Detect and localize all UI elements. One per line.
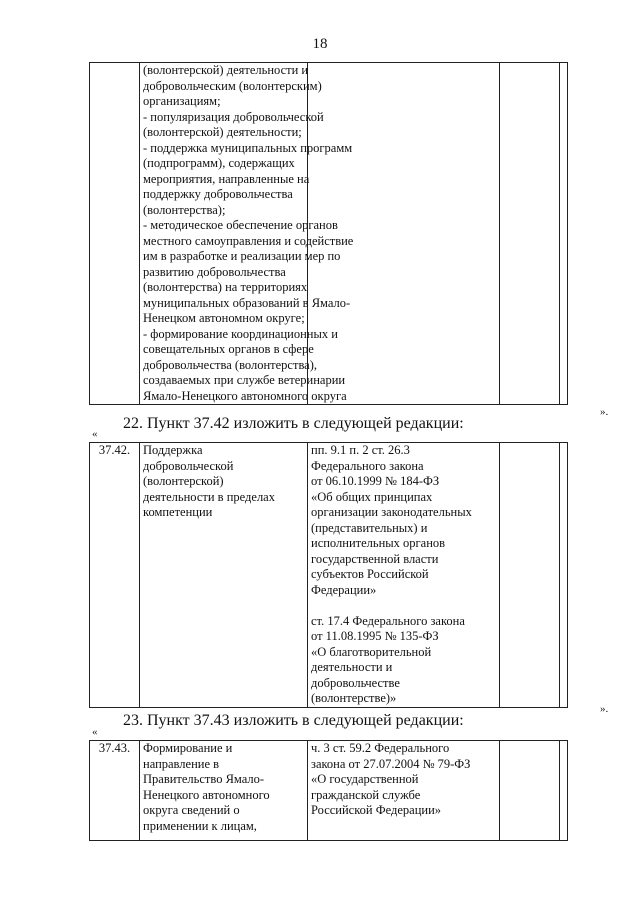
section23-extra-cell-2 bbox=[560, 741, 568, 841]
section23-number: 37.43. bbox=[90, 741, 140, 841]
text-line: - поддержка муниципальных программ bbox=[143, 140, 353, 155]
text-line: направление в bbox=[143, 756, 220, 771]
text-line: «О благотворительной bbox=[311, 644, 432, 659]
text-line: мероприятия, направленные на bbox=[143, 171, 310, 186]
section22-table bbox=[89, 442, 568, 708]
text-line: Ямало-Ненецкого автономного округа bbox=[143, 388, 347, 403]
top-close-quote: ». bbox=[600, 406, 609, 418]
text-line: добровольческим (волонтерским) bbox=[143, 78, 322, 93]
section23-basis-cell bbox=[308, 741, 500, 841]
text-line: (волонтерской) деятельности и bbox=[143, 63, 309, 77]
text-line: организациям; bbox=[143, 94, 221, 108]
text-line: государственной власти bbox=[311, 551, 439, 566]
section23-name bbox=[143, 741, 304, 834]
text-line: исполнительных органов bbox=[311, 536, 446, 550]
text-line: (волонтерстве)» bbox=[311, 691, 397, 705]
section23-extra-cell bbox=[500, 741, 560, 841]
line-gap bbox=[311, 598, 496, 614]
text-line: добровольчестве bbox=[311, 675, 400, 690]
section23-basis bbox=[311, 741, 496, 819]
text-line: добровольчества (волонтерства), bbox=[143, 357, 318, 372]
text-line: пп. 9.1 п. 2 ст. 26.3 bbox=[311, 443, 410, 457]
text-line: ст. 17.4 Федерального закона bbox=[311, 613, 465, 628]
section22-close-quote: ». bbox=[600, 703, 609, 715]
section22-basis-cell bbox=[308, 443, 500, 708]
section22-heading: 22. Пункт 37.42 изложить в следующей редакции: bbox=[123, 415, 464, 432]
text-line: добровольческой bbox=[143, 458, 234, 473]
text-line: - формирование координационных и bbox=[143, 326, 338, 341]
text-line: Ненецком автономном округе; bbox=[143, 311, 305, 325]
text-line: от 11.08.1995 № 135-ФЗ bbox=[311, 629, 439, 643]
text-line: (волонтерства); bbox=[143, 202, 226, 217]
section22-name bbox=[143, 443, 304, 521]
text-line: муниципальных образований в Ямало- bbox=[143, 295, 351, 310]
text-line: применении к лицам, bbox=[143, 818, 257, 833]
text-line: от 06.10.1999 № 184-ФЗ bbox=[311, 474, 440, 488]
text-line: округа сведений о bbox=[143, 803, 240, 817]
section22-name-cell bbox=[140, 443, 308, 708]
text-line: развитию добровольчества bbox=[143, 264, 286, 279]
text-line: (волонтерской) деятельности; bbox=[143, 125, 302, 139]
text-line: деятельности и bbox=[311, 660, 393, 674]
section22-extra-cell-2 bbox=[560, 443, 568, 708]
text-line: компетенции bbox=[143, 505, 213, 519]
text-line: ч. 3 ст. 59.2 Федерального bbox=[311, 741, 450, 755]
section23-table bbox=[89, 740, 568, 841]
text-line: Федерального закона bbox=[311, 458, 424, 473]
text-line: (волонтерской) bbox=[143, 474, 224, 488]
text-line: организации законодательных bbox=[311, 505, 472, 519]
section23-heading: 23. Пункт 37.43 изложить в следующей редакции: bbox=[123, 712, 464, 729]
text-line: закона от 27.07.2004 № 79-ФЗ bbox=[311, 756, 471, 771]
text-line: (волонтерства) на территориях bbox=[143, 280, 308, 294]
text-line: «Об общих принципах bbox=[311, 489, 433, 504]
text-line: деятельности в пределах bbox=[143, 489, 275, 504]
text-line: Федерации» bbox=[311, 582, 377, 597]
section22-basis bbox=[311, 443, 496, 707]
text-line: Российской Федерации» bbox=[311, 803, 442, 817]
top-extra-cell-2 bbox=[560, 63, 568, 405]
text-line: - методическое обеспечение органов bbox=[143, 218, 338, 232]
top-extra-cell bbox=[500, 63, 560, 405]
top-number-cell bbox=[90, 63, 140, 405]
top-content-cell bbox=[140, 63, 354, 405]
text-line: местного самоуправления и содействие bbox=[143, 233, 354, 248]
text-line: создаваемых при службе ветеринарии bbox=[143, 373, 346, 387]
text-line: гражданской службе bbox=[311, 787, 421, 802]
text-line: Правительство Ямало- bbox=[143, 772, 265, 786]
top-content-lines bbox=[143, 63, 354, 404]
section23-name-cell bbox=[140, 741, 308, 841]
text-line: поддержку добровольчества bbox=[143, 187, 293, 201]
text-line: (представительных) и bbox=[311, 520, 428, 535]
text-line: (подпрограмм), содержащих bbox=[143, 156, 295, 170]
text-line: Ненецкого автономного bbox=[143, 787, 270, 802]
text-line: совещательных органов в сфере bbox=[143, 342, 314, 356]
text-line: Формирование и bbox=[143, 741, 233, 755]
text-line: Поддержка bbox=[143, 443, 203, 457]
page-number: 18 bbox=[312, 36, 328, 52]
section22-open-quote: « bbox=[92, 428, 98, 440]
section22-number: 37.42. bbox=[90, 443, 140, 708]
section22-extra-cell bbox=[500, 443, 560, 708]
top-table bbox=[89, 62, 568, 405]
text-line: - популяризация добровольческой bbox=[143, 109, 324, 124]
text-line: «О государственной bbox=[311, 772, 419, 786]
text-line: субъектов Российской bbox=[311, 567, 429, 581]
text-line: им в разработке и реализации мер по bbox=[143, 249, 341, 263]
section23-open-quote: « bbox=[92, 726, 98, 738]
